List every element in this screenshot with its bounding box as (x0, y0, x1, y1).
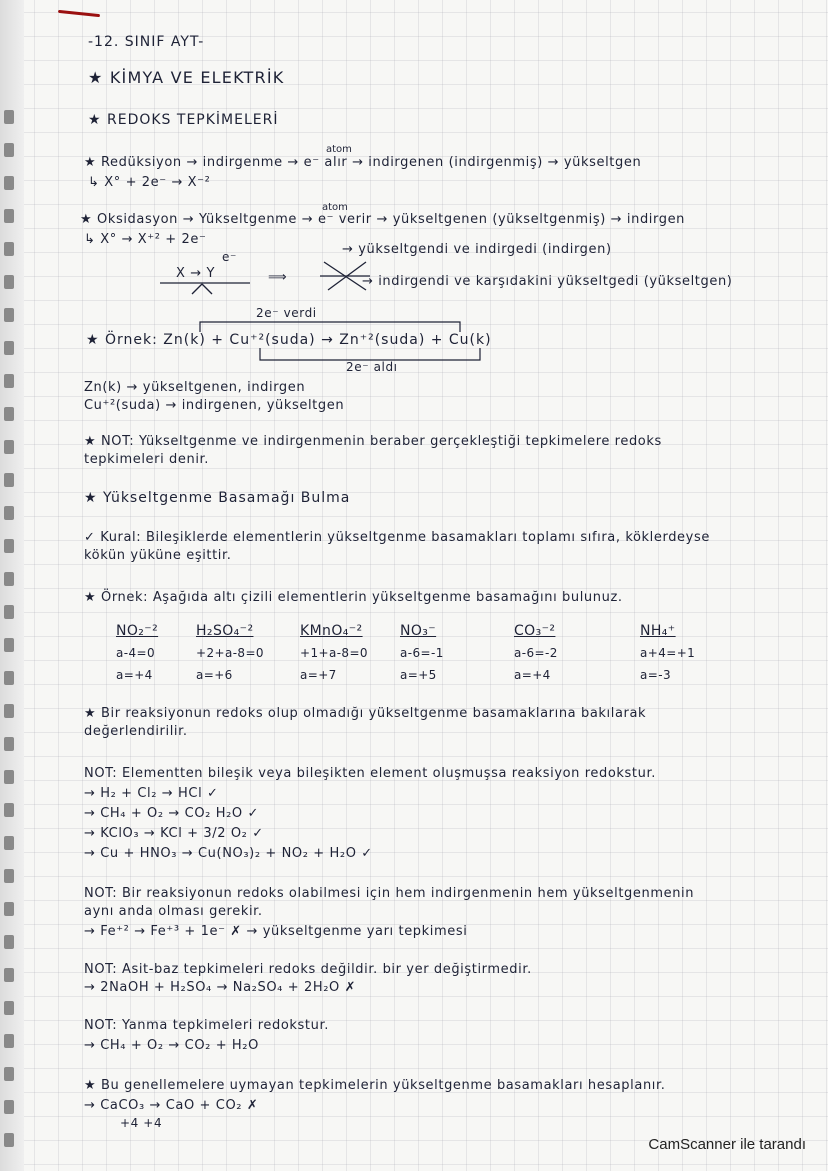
diagram-note-top: → yükseltgendi ve indirgedi (indirgen) (342, 242, 612, 257)
binding-hole (4, 143, 14, 157)
example2-prompt: ★ Örnek: Aşağıda altı çizili elementlerin yükseltgenme basamağını bulunuz. (84, 590, 623, 605)
compound-equation: +1+a-8=0 (300, 646, 368, 660)
diagram-left: X → Y (176, 266, 216, 281)
binding-hole (4, 275, 14, 289)
reduction-definition: ★ Redüksiyon → indirgenme → e⁻ alır → indirgenen (indirgenmiş) → yükseltgen (84, 155, 642, 170)
reduction-equation: ↳ X° + 2e⁻ → X⁻² (88, 175, 211, 190)
binding-hole (4, 572, 14, 586)
binding-hole (4, 836, 14, 850)
note3-title: NOT: Elementten bileşik veya bileşikten element oluşmuşsa reaksiyon redokstur. (84, 766, 656, 781)
note7-line2: → CaCO₃ → CaO + CO₂ ✗ (84, 1098, 259, 1113)
scanner-watermark: CamScanner ile tarandı (648, 1136, 806, 1153)
oxidation-equation: ↳ X° → X⁺² + 2e⁻ (84, 232, 207, 247)
compound-formula: H₂SO₄⁻² (196, 623, 254, 639)
note4-line2: aynı anda olması gerekir. (84, 904, 263, 919)
electrons-taken-label: 2e⁻ aldı (346, 360, 398, 374)
binding-hole (4, 308, 14, 322)
example1-zn-role: Zn(k) → yükseltgenen, indirgen (84, 380, 306, 395)
section-title-oxidation-state: ★ Yükseltgenme Basamağı Bulma (84, 490, 351, 506)
binding-hole (4, 869, 14, 883)
compound-equation: a+4=+1 (640, 646, 696, 660)
binding-hole (4, 341, 14, 355)
page-title: ★ KİMYA VE ELEKTRİK (88, 68, 285, 87)
binding-hole (4, 473, 14, 487)
compound-formula: NO₃⁻ (400, 623, 437, 639)
rule-line1: ✓ Kural: Bileşiklerde elementlerin yükseltgenme basamakları toplamı sıfıra, köklerdeyse (84, 530, 710, 545)
note3-reaction3: → KClO₃ → KCl + 3/2 O₂ ✓ (84, 826, 264, 841)
binding-hole (4, 1001, 14, 1015)
note2-line1: ★ Bir reaksiyonun redoks olup olmadığı yükseltgenme basamaklarına bakılarak (84, 706, 647, 721)
binding-hole (4, 803, 14, 817)
note6-line2: → CH₄ + O₂ → CO₂ + H₂O (84, 1038, 259, 1053)
compound-column (196, 620, 306, 686)
compound-column (514, 620, 624, 686)
compound-column (400, 620, 510, 686)
binding-hole (4, 242, 14, 256)
note4-line3: → Fe⁺² → Fe⁺³ + 1e⁻ ✗ → yükseltgenme yarı tepkimesi (84, 924, 468, 939)
binding-hole (4, 671, 14, 685)
binding-hole (4, 968, 14, 982)
binding-hole (4, 1067, 14, 1081)
compound-result: a=+4 (116, 668, 153, 682)
compound-formula: CO₃⁻² (514, 623, 556, 639)
note3-reaction1: → H₂ + Cl₂ → HCl ✓ (84, 786, 219, 801)
binding-hole (4, 209, 14, 223)
binding-hole (4, 605, 14, 619)
electron-label: e⁻ (222, 250, 237, 264)
compound-result: a=-3 (640, 668, 671, 682)
compound-equation: +2+a-8=0 (196, 646, 264, 660)
note7-oxidation-values: +4 +4 (120, 1116, 163, 1130)
binding-hole (4, 1133, 14, 1147)
section-title-redox: ★ REDOKS TEPKİMELERİ (88, 112, 279, 128)
compound-equation: a-4=0 (116, 646, 156, 660)
note2-line2: değerlendirilir. (84, 724, 188, 739)
oxidation-definition: ★ Oksidasyon → Yükseltgenme → e⁻ verir → yükseltgenen (yükseltgenmiş) → indirgen (80, 212, 686, 227)
compound-formula: KMnO₄⁻² (300, 623, 363, 639)
binding-hole (4, 902, 14, 916)
compound-formula: NO₂⁻² (116, 623, 159, 639)
binding-hole (4, 770, 14, 784)
note3-reaction2: → CH₄ + O₂ → CO₂ H₂O ✓ (84, 806, 259, 821)
compound-result: a=+4 (514, 668, 551, 682)
binding-hole (4, 737, 14, 751)
diagram-left-lines (160, 280, 250, 298)
note5-line2: → 2NaOH + H₂SO₄ → Na₂SO₄ + 2H₂O ✗ (84, 980, 357, 995)
compound-formula: NH₄⁺ (640, 623, 676, 639)
binding-hole (4, 539, 14, 553)
rule-line2: kökün yüküne eşittir. (84, 548, 232, 563)
binding-hole (4, 704, 14, 718)
compound-equation: a-6=-2 (514, 646, 558, 660)
note6-line1: NOT: Yanma tepkimeleri redokstur. (84, 1018, 329, 1033)
binding-hole (4, 1034, 14, 1048)
atom-label-reduction: atom (326, 144, 352, 155)
atom-label-oxidation: atom (322, 202, 348, 213)
binding-hole (4, 110, 14, 124)
page-header: -12. SINIF AYT- (88, 34, 205, 50)
note3-reaction4: → Cu + HNO₃ → Cu(NO₃)₂ + NO₂ + H₂O ✓ (84, 846, 373, 861)
diagram-note-bottom: → indirgendi ve karşıdakini yükseltgedi (yükseltgen) (362, 274, 733, 289)
binding-hole (4, 1100, 14, 1114)
compound-result: a=+6 (196, 668, 233, 682)
compound-equation: a-6=-1 (400, 646, 444, 660)
diagram-implies-arrow: ⟹ (268, 270, 288, 285)
example1-cu-role: Cu⁺²(suda) → indirgenen, yükseltgen (84, 398, 345, 413)
binding-hole (4, 176, 14, 190)
binding-hole (4, 407, 14, 421)
binding-hole (4, 440, 14, 454)
compound-column (300, 620, 410, 686)
note7-line1: ★ Bu genellemelere uymayan tepkimelerin yükseltgenme basamakları hesaplanır. (84, 1078, 666, 1093)
electrons-given-label: 2e⁻ verdi (256, 306, 317, 320)
compound-result: a=+5 (400, 668, 437, 682)
note1-line1: ★ NOT: Yükseltgenme ve indirgenmenin beraber gerçekleştiği tepkimelere redoks (84, 434, 662, 449)
binding-hole (4, 506, 14, 520)
note4-line1: NOT: Bir reaksiyonun redoks olabilmesi için hem indirgenmenin hem yükseltgenmenin (84, 886, 695, 901)
binding-hole (4, 374, 14, 388)
note1-line2: tepkimeleri denir. (84, 452, 210, 467)
compound-column (640, 620, 750, 686)
binding-hole (4, 935, 14, 949)
example1-equation: ★ Örnek: Zn(k) + Cu⁺²(suda) → Zn⁺²(suda) + Cu(k) (86, 332, 492, 348)
compound-result: a=+7 (300, 668, 337, 682)
note5-line1: NOT: Asit-baz tepkimeleri redoks değildir. bir yer değiştirmedir. (84, 962, 532, 977)
binding-hole (4, 638, 14, 652)
